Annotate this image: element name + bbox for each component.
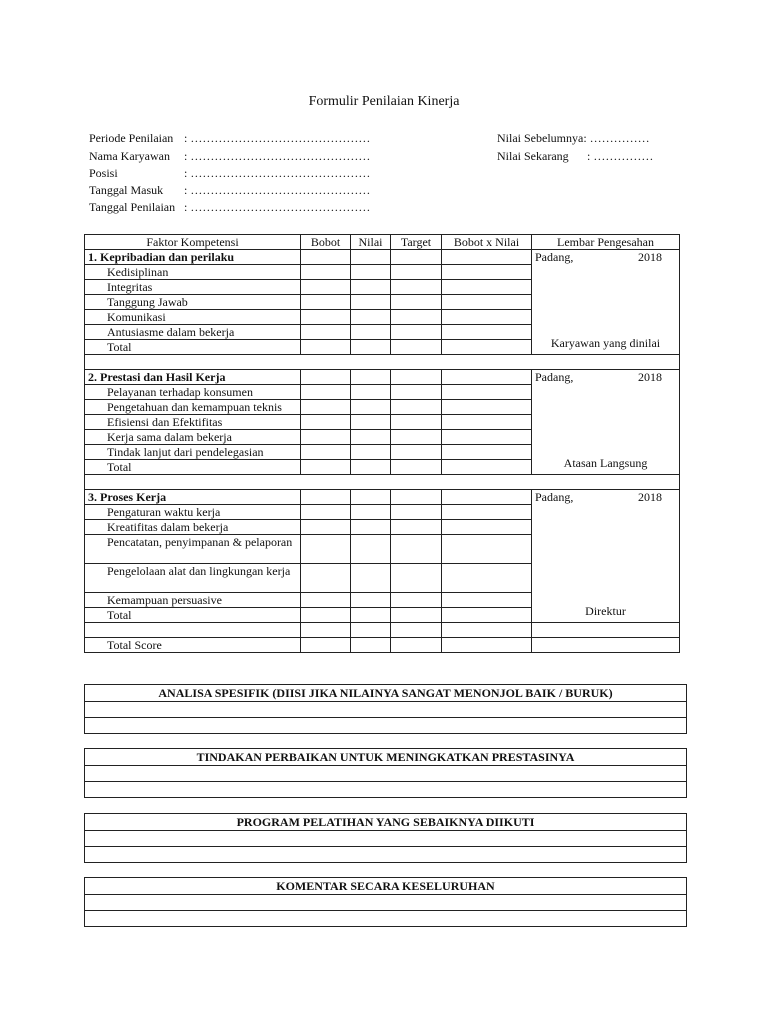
nilai-cell[interactable]	[351, 608, 391, 623]
bobot-x-nilai-cell[interactable]	[442, 490, 532, 505]
field-value[interactable]: : ……………	[583, 131, 650, 145]
target-cell[interactable]	[391, 445, 442, 460]
nilai-cell[interactable]	[351, 520, 391, 535]
sign-role: Karyawan yang dinilai	[550, 336, 661, 350]
nilai-cell[interactable]	[351, 280, 391, 295]
field-tanggal-masuk	[89, 181, 370, 199]
nilai-cell[interactable]	[351, 430, 391, 445]
nilai-cell[interactable]	[351, 445, 391, 460]
bobot-x-nilai-cell[interactable]	[442, 385, 532, 400]
sign-year: 2018	[638, 490, 662, 504]
item-label: Pengaturan waktu kerja	[85, 505, 301, 520]
field-value[interactable]: : ………………………………………	[184, 149, 371, 163]
bobot-cell[interactable]	[301, 490, 351, 505]
bobot-cell[interactable]	[301, 400, 351, 415]
bobot-x-nilai-cell[interactable]	[442, 520, 532, 535]
box-title: ANALISA SPESIFIK (DIISI JIKA NILAINYA SANGAT MENONJOL BAIK / BURUK)	[85, 685, 686, 702]
item-label: Kedisiplinan	[85, 265, 301, 280]
target-cell[interactable]	[391, 490, 442, 505]
sign-place: Padang,	[535, 250, 574, 264]
item-label: Kerja sama dalam bekerja	[85, 430, 301, 445]
field-posisi	[89, 164, 370, 182]
target-cell[interactable]	[391, 325, 442, 340]
bobot-x-nilai-cell[interactable]	[442, 250, 532, 265]
bobot-cell[interactable]	[301, 505, 351, 520]
nilai-cell[interactable]	[351, 340, 391, 355]
col-header: Nilai	[351, 235, 391, 250]
nilai-cell[interactable]	[351, 490, 391, 505]
signature-blank-cell[interactable]	[532, 638, 680, 653]
bobot-x-nilai-cell[interactable]	[442, 400, 532, 415]
target-cell[interactable]	[391, 430, 442, 445]
item-label: Antusiasme dalam bekerja	[85, 325, 301, 340]
field-nilai-sekarang	[497, 147, 653, 165]
col-header: Lembar Pengesahan	[532, 235, 680, 250]
nilai-cell[interactable]	[351, 310, 391, 325]
bobot-cell[interactable]	[301, 535, 351, 564]
box-line[interactable]	[85, 718, 686, 733]
blank-row	[85, 623, 680, 638]
nilai-cell[interactable]	[351, 593, 391, 608]
bobot-x-nilai-cell[interactable]	[442, 535, 532, 564]
nilai-cell[interactable]	[351, 638, 391, 653]
nilai-cell[interactable]	[351, 265, 391, 280]
box-title: TINDAKAN PERBAIKAN UNTUK MENINGKATKAN PRESTASINYA	[85, 749, 686, 766]
field-value[interactable]: : ………………………………………	[184, 131, 371, 145]
bobot-cell[interactable]	[301, 638, 351, 653]
bobot-cell[interactable]	[301, 520, 351, 535]
field-periode-penilaian	[89, 129, 370, 147]
spacer-row	[85, 475, 680, 490]
col-header: Bobot x Nilai	[442, 235, 532, 250]
sign-role: Direktur	[585, 604, 626, 618]
box-line[interactable]	[85, 911, 686, 926]
bobot-cell[interactable]	[301, 593, 351, 608]
box-line[interactable]	[85, 766, 686, 782]
sign-year: 2018	[638, 250, 662, 264]
section-title: 1. Kepribadian dan perilaku	[85, 250, 301, 265]
analisa-spesifik-box	[84, 684, 687, 734]
target-cell[interactable]	[391, 340, 442, 355]
section-row	[85, 370, 680, 385]
target-cell[interactable]	[391, 564, 442, 593]
nilai-cell[interactable]	[351, 400, 391, 415]
bobot-x-nilai-cell[interactable]	[442, 445, 532, 460]
item-label: Kreatifitas dalam bekerja	[85, 520, 301, 535]
target-cell[interactable]	[391, 535, 442, 564]
target-cell[interactable]	[391, 400, 442, 415]
field-tanggal-penilaian	[89, 198, 370, 216]
nilai-cell[interactable]	[351, 370, 391, 385]
bobot-cell[interactable]	[301, 430, 351, 445]
item-label: Pencatatan, penyimpanan & pelaporan	[85, 535, 301, 564]
bobot-x-nilai-cell[interactable]	[442, 638, 532, 653]
bobot-cell[interactable]	[301, 250, 351, 265]
target-cell[interactable]	[391, 638, 442, 653]
box-title: PROGRAM PELATIHAN YANG SEBAIKNYA DIIKUTI	[85, 814, 686, 831]
signature-cell[interactable]	[532, 490, 680, 623]
field-label: Tanggal Penilaian	[89, 200, 176, 214]
item-label: Pelayanan terhadap konsumen	[85, 385, 301, 400]
target-cell[interactable]	[391, 295, 442, 310]
bobot-x-nilai-cell[interactable]	[442, 460, 532, 475]
box-title: KOMENTAR SECARA KESELURUHAN	[85, 878, 686, 895]
bobot-cell[interactable]	[301, 340, 351, 355]
field-label: Nama Karyawan	[89, 149, 170, 163]
section-row	[85, 490, 680, 505]
col-header: Bobot	[301, 235, 351, 250]
field-label: Nilai Sekarang	[497, 149, 569, 163]
bobot-cell[interactable]	[301, 385, 351, 400]
bobot-x-nilai-cell[interactable]	[442, 295, 532, 310]
item-label: Total	[85, 460, 301, 475]
item-label: Efisiensi dan Efektifitas	[85, 415, 301, 430]
col-header: Target	[391, 235, 442, 250]
box-line[interactable]	[85, 702, 686, 718]
field-label: Nilai Sebelumnya	[497, 131, 584, 145]
competency-table	[84, 234, 680, 653]
sign-role: Atasan Langsung	[563, 456, 648, 470]
item-label: Kemampuan persuasive	[85, 593, 301, 608]
item-label: Pengelolaan alat dan lingkungan kerja	[85, 564, 301, 593]
bobot-x-nilai-cell[interactable]	[442, 415, 532, 430]
field-value[interactable]: : ……………	[587, 149, 654, 163]
field-nama-karyawan	[89, 147, 370, 165]
bobot-cell[interactable]	[301, 460, 351, 475]
bobot-cell[interactable]	[301, 325, 351, 340]
box-line[interactable]	[85, 895, 686, 911]
item-label: Total	[85, 340, 301, 355]
item-label: Tanggung Jawab	[85, 295, 301, 310]
bobot-cell[interactable]	[301, 310, 351, 325]
bobot-cell[interactable]	[301, 445, 351, 460]
sign-place: Padang,	[535, 370, 574, 384]
bobot-x-nilai-cell[interactable]	[442, 505, 532, 520]
nilai-cell[interactable]	[351, 385, 391, 400]
field-value[interactable]: : ………………………………………	[184, 166, 371, 180]
bobot-cell[interactable]	[301, 280, 351, 295]
section-row	[85, 250, 680, 265]
bobot-x-nilai-cell[interactable]	[442, 310, 532, 325]
signature-cell[interactable]	[532, 250, 680, 355]
section-title: 3. Proses Kerja	[85, 490, 301, 505]
spacer-row	[85, 355, 680, 370]
box-line[interactable]	[85, 847, 686, 862]
field-label: Periode Penilaian	[89, 131, 174, 145]
bobot-cell[interactable]	[301, 370, 351, 385]
target-cell[interactable]	[391, 280, 442, 295]
target-cell[interactable]	[391, 505, 442, 520]
box-line[interactable]	[85, 831, 686, 847]
nilai-cell[interactable]	[351, 325, 391, 340]
nilai-cell[interactable]	[351, 295, 391, 310]
komentar-keseluruhan-box	[84, 877, 687, 927]
nilai-cell[interactable]	[351, 415, 391, 430]
nilai-cell[interactable]	[351, 250, 391, 265]
item-label: Komunikasi	[85, 310, 301, 325]
bobot-cell[interactable]	[301, 265, 351, 280]
sign-place: Padang,	[535, 490, 574, 504]
nilai-cell[interactable]	[351, 505, 391, 520]
bobot-x-nilai-cell[interactable]	[442, 325, 532, 340]
bobot-cell[interactable]	[301, 295, 351, 310]
target-cell[interactable]	[391, 250, 442, 265]
nilai-cell[interactable]	[351, 564, 391, 593]
target-cell[interactable]	[391, 593, 442, 608]
target-cell[interactable]	[391, 310, 442, 325]
tindakan-perbaikan-box	[84, 748, 687, 798]
bobot-x-nilai-cell[interactable]	[442, 608, 532, 623]
field-nilai-sebelumnya	[497, 129, 650, 147]
bobot-x-nilai-cell[interactable]	[442, 564, 532, 593]
item-label: Pengetahuan dan kemampuan teknis	[85, 400, 301, 415]
section-title: 2. Prestasi dan Hasil Kerja	[85, 370, 301, 385]
col-header: Faktor Kompetensi	[85, 235, 301, 250]
target-cell[interactable]	[391, 265, 442, 280]
field-label: Posisi	[89, 166, 118, 180]
bobot-x-nilai-cell[interactable]	[442, 430, 532, 445]
nilai-cell[interactable]	[351, 535, 391, 564]
item-label: Tindak lanjut dari pendelegasian	[85, 445, 301, 460]
box-line[interactable]	[85, 782, 686, 797]
bobot-cell[interactable]	[301, 564, 351, 593]
bobot-x-nilai-cell[interactable]	[442, 280, 532, 295]
bobot-cell[interactable]	[301, 415, 351, 430]
bobot-x-nilai-cell[interactable]	[442, 340, 532, 355]
total-score-row	[85, 638, 680, 653]
total-score-label: Total Score	[85, 638, 301, 653]
target-cell[interactable]	[391, 608, 442, 623]
form-title: Formulir Penilaian Kinerja	[308, 94, 460, 109]
field-label: Tanggal Masuk	[89, 183, 164, 197]
nilai-cell[interactable]	[351, 460, 391, 475]
bobot-x-nilai-cell[interactable]	[442, 593, 532, 608]
program-pelatihan-box	[84, 813, 687, 863]
bobot-x-nilai-cell[interactable]	[442, 265, 532, 280]
target-cell[interactable]	[391, 385, 442, 400]
field-value[interactable]: : ………………………………………	[184, 183, 371, 197]
target-cell[interactable]	[391, 460, 442, 475]
bobot-cell[interactable]	[301, 608, 351, 623]
signature-cell[interactable]	[532, 370, 680, 475]
item-label: Integritas	[85, 280, 301, 295]
field-value[interactable]: : ………………………………………	[184, 200, 371, 214]
target-cell[interactable]	[391, 370, 442, 385]
bobot-x-nilai-cell[interactable]	[442, 370, 532, 385]
target-cell[interactable]	[391, 520, 442, 535]
item-label: Total	[85, 608, 301, 623]
sign-year: 2018	[638, 370, 662, 384]
table-header-row	[85, 235, 680, 250]
target-cell[interactable]	[391, 415, 442, 430]
